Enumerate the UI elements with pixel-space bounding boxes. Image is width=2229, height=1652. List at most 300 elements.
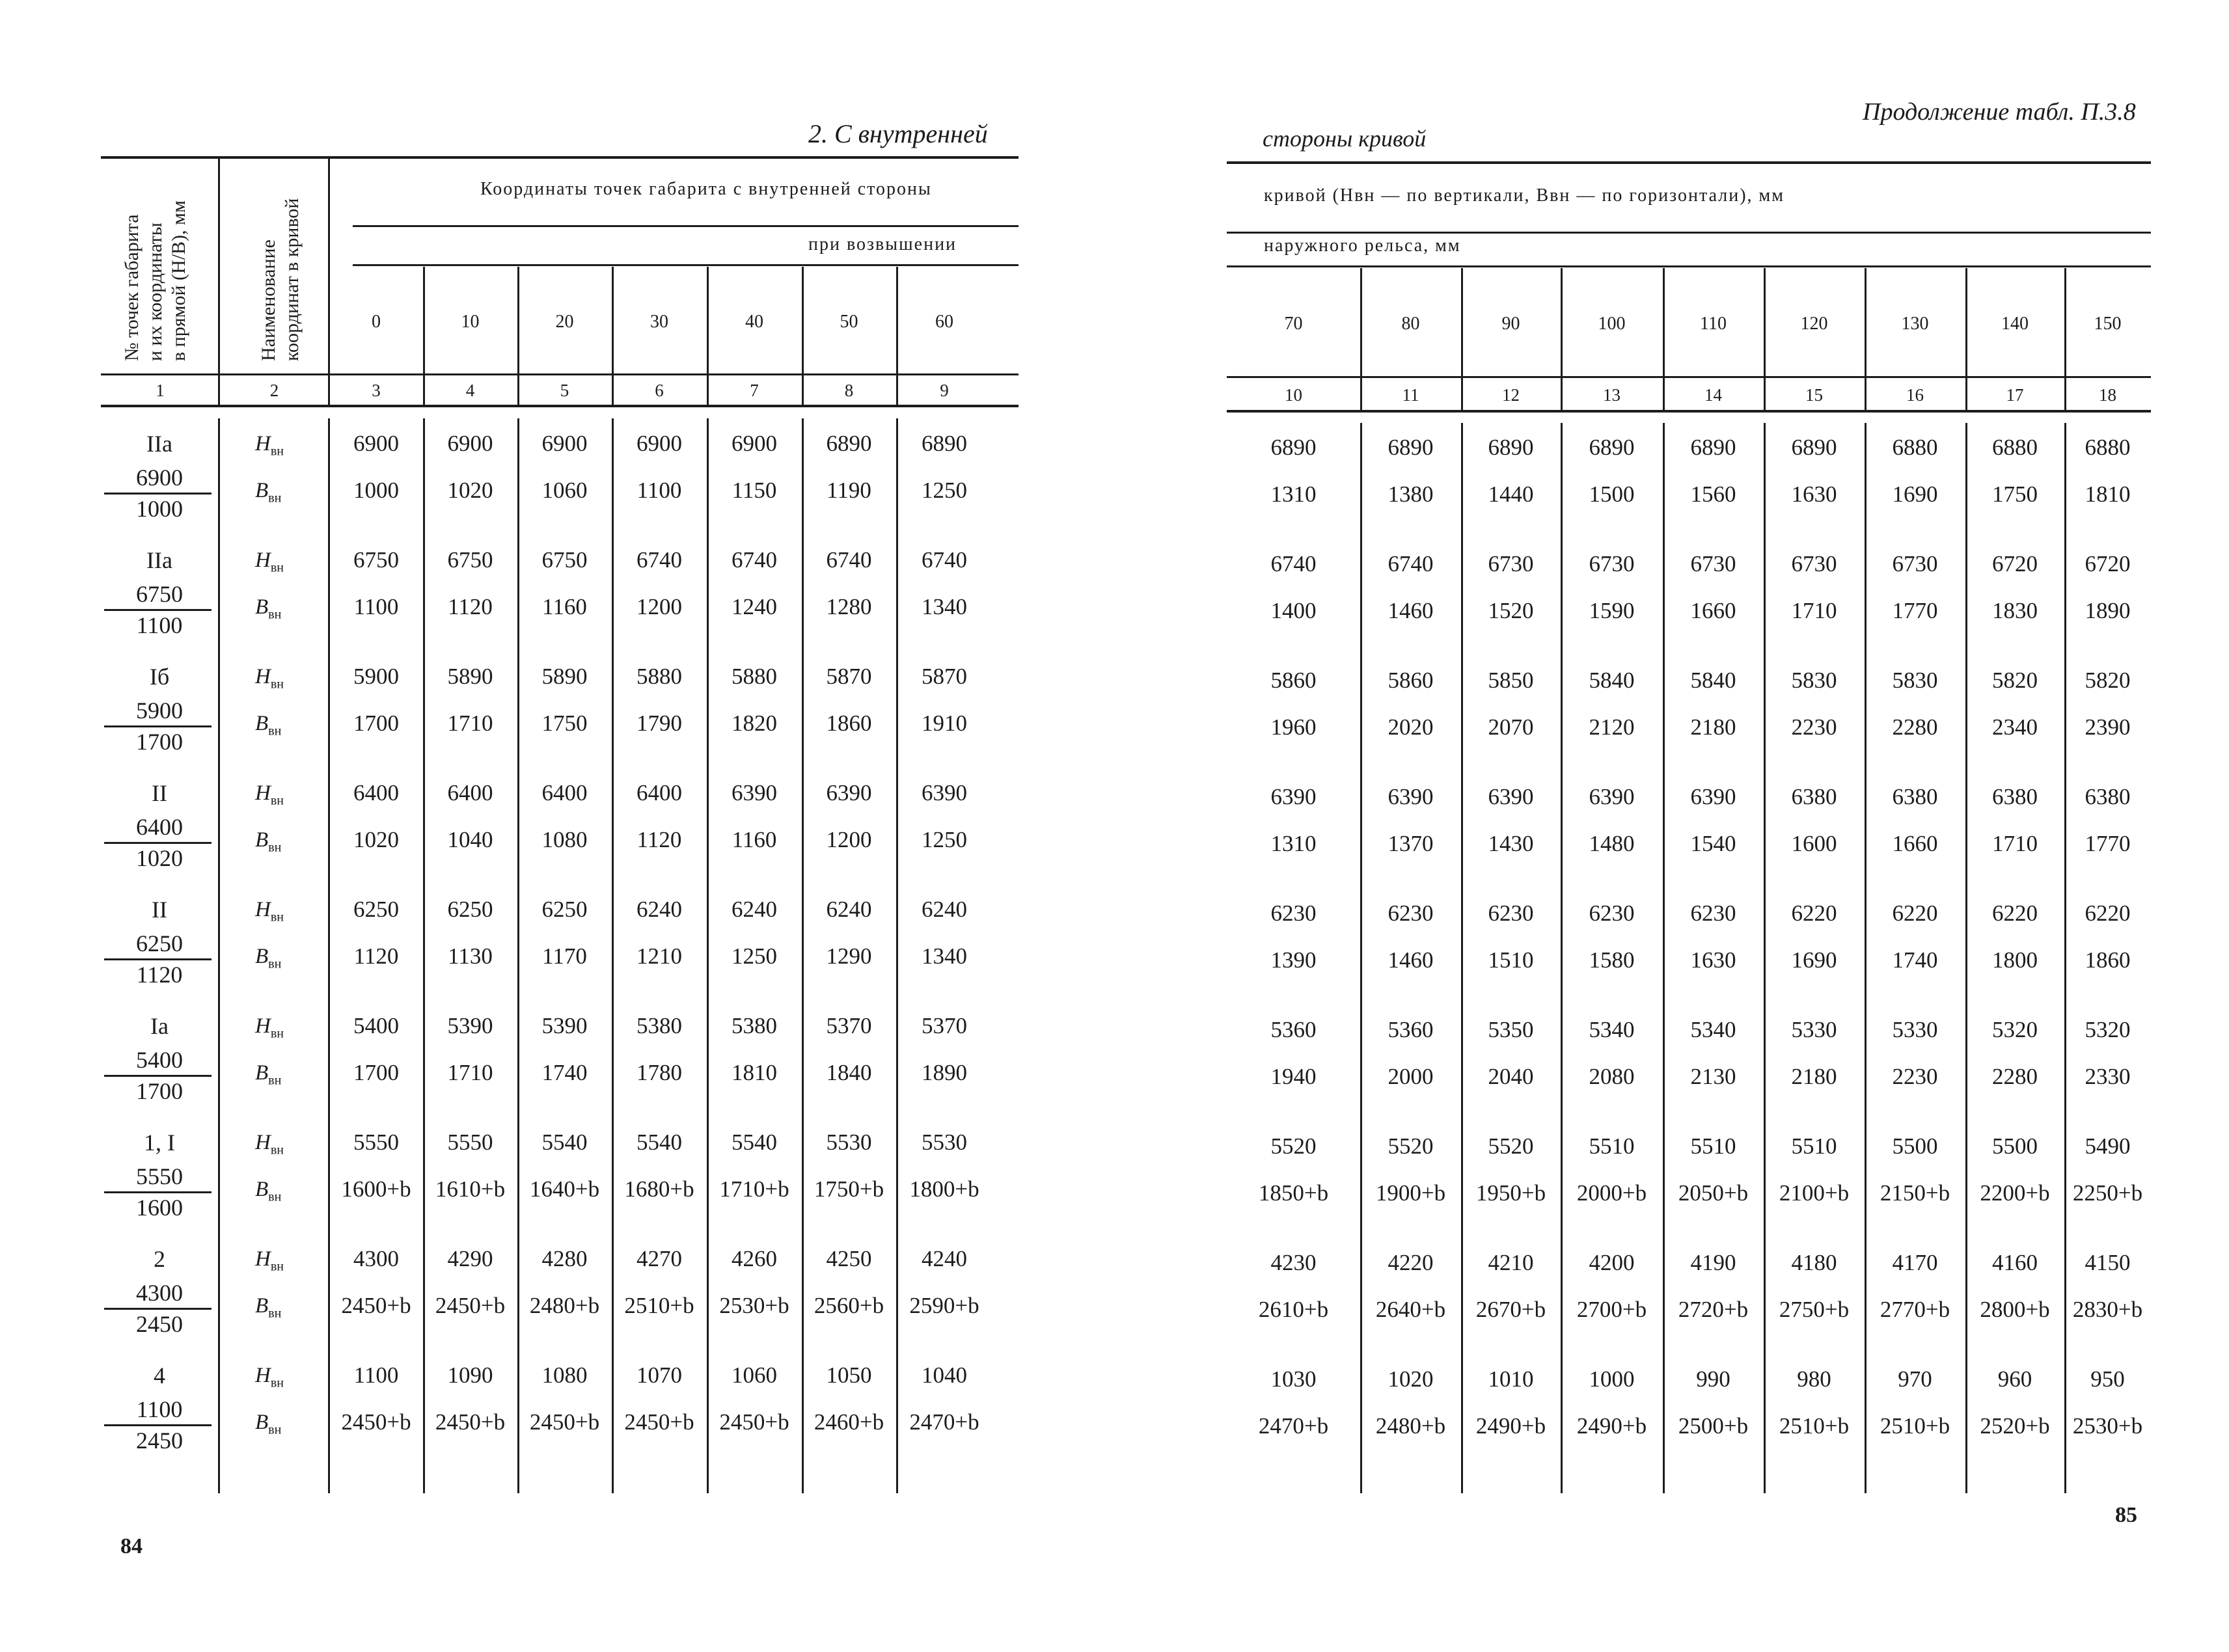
b-value: 2450+b [719,1409,789,1435]
coord-letter: B [255,595,269,619]
coord-subscript: вн [268,724,282,738]
h-value: 5330 [1892,1017,1938,1042]
fraction-bar [104,958,212,960]
h-value: 960 [1997,1366,2032,1392]
b-value: 2250+b [2072,1180,2143,1206]
b-value: 1770 [1892,598,1938,623]
coord-letter: H [255,781,271,805]
h-value: 6880 [1992,435,2038,460]
h-value: 5360 [1270,1017,1317,1042]
h-value: 6380 [1992,784,2038,809]
b-value: 1160 [732,827,777,852]
b-value: 2080 [1589,1064,1635,1089]
point-label: IIa [146,547,172,573]
h-value: 5340 [1589,1017,1635,1042]
h-value: 5530 [826,1130,872,1155]
h-value: 5550 [353,1130,399,1155]
right-table-title-cont: стороны кривой [1263,126,1427,152]
point-width: 2450 [136,1428,183,1454]
coord-name-b [255,1061,281,1089]
h-value: 4250 [826,1246,872,1271]
h-value: 5510 [1589,1133,1635,1159]
h-value: 6380 [1791,784,1837,809]
coord-name-h [255,1364,284,1391]
right-page-number: 85 [2115,1503,2137,1527]
coord-subscript: вн [270,1026,284,1041]
b-value: 1710 [1992,831,2038,856]
b-value: 1250 [922,827,967,852]
coord-subscript: вн [268,1306,282,1321]
b-value: 1020 [353,827,399,852]
b-value: 1500 [1589,481,1635,507]
h-value: 6240 [636,897,682,922]
b-value: 2000+b [1576,1180,1647,1206]
h-value: 5320 [1992,1017,2038,1042]
point-label: II [152,780,167,806]
column-number: 10 [1285,385,1302,405]
b-value: 1240 [732,594,777,619]
h-value: 5540 [541,1130,588,1155]
b-value: 2070 [1488,714,1534,740]
h-value: 4180 [1791,1250,1837,1275]
elevation-value: 150 [2094,314,2122,334]
b-value: 1380 [1388,481,1434,507]
h-value: 6240 [826,897,872,922]
h-value: 1060 [732,1362,777,1388]
b-value: 1510 [1488,947,1534,973]
h-value: 5340 [1690,1017,1736,1042]
h-value: 6750 [353,547,399,573]
h-value: 6880 [2085,435,2131,460]
coord-letter: H [255,665,271,688]
b-value: 1480 [1589,831,1635,856]
h-value: 5520 [1388,1133,1434,1159]
b-value: 1800 [1992,947,2038,973]
coord-subscript: вн [270,677,284,692]
h-value: 6390 [1270,784,1317,809]
h-value: 950 [2090,1366,2125,1392]
b-value: 1250 [732,943,777,969]
b-value: 2330 [2085,1064,2131,1089]
coord-name-h [255,432,284,459]
elevation-value: 100 [1598,314,1626,334]
b-value: 2770+b [1880,1297,1950,1322]
point-height: 6250 [136,930,183,956]
b-value: 2490+b [1475,1413,1546,1439]
fraction-bar [104,842,212,844]
h-value: 6730 [1589,551,1635,576]
column-number: 2 [269,381,279,400]
left-main-header: Координаты точек габарита с внутренней стороны [480,179,932,199]
b-value: 1600 [1791,831,1837,856]
b-value: 1710 [1791,598,1837,623]
b-value: 2450+b [341,1293,411,1318]
column-number: 3 [372,381,381,400]
point-height: 4300 [136,1280,183,1306]
b-value: 1590 [1589,598,1635,623]
h-value: 5380 [636,1013,682,1038]
b-value: 2100+b [1779,1180,1850,1206]
h-value: 5320 [2085,1017,2131,1042]
b-value: 2530+b [2072,1413,2143,1439]
b-value: 2560+b [814,1293,884,1318]
b-value: 1940 [1270,1064,1317,1089]
h-value: 5550 [447,1130,493,1155]
b-value: 2510+b [1880,1413,1950,1439]
point-width: 1700 [136,1078,183,1104]
h-value: 4150 [2085,1250,2131,1275]
h-value: 6890 [826,431,872,456]
h-value: 4170 [1892,1250,1938,1275]
h-value: 6390 [1488,784,1534,809]
b-value: 1820 [732,711,777,736]
column-number: 7 [750,381,759,400]
left-vline [328,159,330,406]
b-value: 2640+b [1375,1297,1446,1322]
b-value: 1400 [1270,598,1317,623]
b-value: 1290 [826,943,872,969]
h-value: 6740 [922,547,967,573]
point-height: 5400 [136,1047,183,1073]
elevation-value: 70 [1284,314,1303,334]
b-value: 2750+b [1779,1297,1850,1322]
b-value: 2200+b [1980,1180,2050,1206]
column-number: 14 [1704,385,1722,405]
b-value: 1060 [541,478,588,503]
left-sub-rule [353,225,1019,227]
point-label: II [152,897,167,923]
b-value: 2050+b [1678,1180,1749,1206]
b-value: 1340 [922,943,967,969]
h-value: 6390 [1690,784,1736,809]
b-value: 1950+b [1475,1180,1546,1206]
b-value: 1750+b [814,1176,884,1202]
h-value: 6250 [353,897,399,922]
h-value: 6890 [1270,435,1317,460]
coord-letter: H [255,432,271,455]
coord-subscript: вн [268,1422,282,1437]
h-value: 6390 [1589,784,1635,809]
coord-name-h [255,1247,284,1275]
h-value: 4200 [1589,1250,1635,1275]
h-value: 5880 [732,664,777,689]
h-value: 6890 [1589,435,1635,460]
h-value: 5510 [1791,1133,1837,1159]
elevation-value: 90 [1501,314,1520,334]
h-value: 5840 [1589,668,1635,693]
h-value: 6900 [353,431,399,456]
coord-subscript: вн [270,910,284,925]
coord-subscript: вн [270,1375,284,1390]
b-value: 1020 [447,478,493,503]
b-value: 2280 [1892,714,1938,740]
point-label: IIa [146,431,172,457]
b-value: 1630 [1791,481,1837,507]
b-value: 2450+b [435,1293,506,1318]
b-value: 2500+b [1678,1413,1749,1439]
b-value: 1640+b [529,1176,600,1202]
h-value: 1100 [353,1362,399,1388]
b-value: 1040 [447,827,493,852]
elevation-value: 60 [935,312,953,332]
coord-letter: B [255,1411,269,1434]
b-value: 1850+b [1258,1180,1329,1206]
b-value: 2530+b [719,1293,789,1318]
coord-name-b [255,595,281,623]
coord-subscript: вн [268,607,282,622]
coord-letter: B [255,1294,269,1318]
h-value: 5400 [353,1013,399,1038]
column-number: 8 [844,381,854,400]
h-value: 5510 [1690,1133,1736,1159]
elevation-value: 30 [650,312,668,332]
b-value: 1660 [1690,598,1736,623]
coord-subscript: вн [270,560,284,575]
elevation-value: 50 [840,312,858,332]
h-value: 5540 [732,1130,777,1155]
h-value: 6380 [1892,784,1938,809]
h-value: 5870 [826,664,872,689]
h-value: 6750 [447,547,493,573]
coord-subscript: вн [270,793,284,808]
b-value: 1310 [1270,831,1317,856]
h-value: 6220 [2085,900,2131,926]
coord-name-b [255,1411,281,1438]
column-number: 13 [1603,385,1620,405]
coord-letter: B [255,479,269,502]
coord-letter: H [255,898,271,921]
b-value: 2040 [1488,1064,1534,1089]
point-width: 1700 [136,729,183,755]
fraction-bar [104,1308,212,1310]
h-value: 4280 [541,1246,588,1271]
b-value: 1120 [636,827,682,852]
b-value: 2610+b [1258,1297,1329,1322]
fraction-bar [104,1424,212,1426]
h-value: 6900 [541,431,588,456]
h-value: 5880 [636,664,682,689]
h-value: 5830 [1791,668,1837,693]
h-value: 6400 [636,780,682,806]
coord-subscript: вн [270,444,284,459]
coord-name-b [255,945,281,972]
b-value: 1960 [1270,714,1317,740]
coord-letter: H [255,1014,271,1038]
b-value: 1370 [1388,831,1434,856]
b-value: 1790 [636,711,682,736]
coord-name-b [255,712,281,739]
column-number: 15 [1805,385,1823,405]
h-value: 6390 [922,780,967,806]
b-value: 1080 [541,827,588,852]
h-value: 6730 [1791,551,1837,576]
col1-header-line: и их координаты [144,223,166,361]
b-value: 2020 [1388,714,1434,740]
b-value: 1810 [732,1060,777,1085]
point-height: 6900 [136,465,183,491]
b-value: 1900+b [1375,1180,1446,1206]
b-value: 2150+b [1880,1180,1950,1206]
b-value: 2480+b [1375,1413,1446,1439]
h-value: 5850 [1488,668,1534,693]
h-value: 1030 [1270,1366,1317,1392]
point-height: 5550 [136,1163,183,1189]
col1-header-line: № точек габарита [121,214,143,361]
b-value: 2830+b [2072,1297,2143,1322]
h-value: 4160 [1992,1250,2038,1275]
column-number: 16 [1906,385,1924,405]
elevation-value: 130 [1901,314,1929,334]
point-width: 1100 [136,612,183,638]
b-value: 2510+b [624,1293,694,1318]
point-height: 1100 [136,1396,183,1422]
coord-name-h [255,548,284,576]
h-value: 5490 [2085,1133,2131,1159]
h-value: 1070 [636,1362,682,1388]
h-value: 5830 [1892,668,1938,693]
b-value: 1860 [2085,947,2131,973]
h-value: 5350 [1488,1017,1534,1042]
h-value: 5900 [353,664,399,689]
h-value: 6890 [922,431,967,456]
b-value: 1170 [542,943,587,969]
h-value: 6230 [1388,900,1434,926]
left-colnum-bottom-rule [101,405,1019,407]
b-value: 1630 [1690,947,1736,973]
b-value: 1710 [447,711,493,736]
point-label: Ia [150,1013,169,1039]
left-col2-header [257,198,304,362]
right-vals-rule [1227,265,2151,267]
b-value: 2520+b [1980,1413,2050,1439]
h-value: 5890 [447,664,493,689]
h-value: 5500 [1892,1133,1938,1159]
col2-header-line: Наименование [258,239,279,361]
point-width: 2450 [136,1311,183,1337]
b-value: 2490+b [1576,1413,1647,1439]
h-value: 990 [1696,1366,1730,1392]
point-height: 6400 [136,814,183,840]
b-value: 1860 [826,711,872,736]
b-value: 1440 [1488,481,1534,507]
h-value: 6890 [1488,435,1534,460]
b-value: 1200 [636,594,682,619]
b-value: 1750 [541,711,588,736]
col2-header-line: координат в кривой [281,198,303,361]
coord-subscript: вн [268,491,282,506]
b-value: 1100 [353,594,399,619]
h-value: 6890 [1690,435,1736,460]
b-value: 1310 [1270,481,1317,507]
h-value: 4270 [636,1246,682,1271]
h-value: 6240 [732,897,777,922]
h-value: 6240 [922,897,967,922]
b-value: 1810 [2085,481,2131,507]
coord-name-b [255,1294,281,1321]
column-number: 5 [560,381,569,400]
fraction-bar [104,609,212,611]
h-value: 6900 [636,431,682,456]
coord-letter: H [255,1364,271,1387]
h-value: 6390 [1388,784,1434,809]
left-sub-header: при возвышении [808,234,957,254]
b-value: 1460 [1388,947,1434,973]
b-value: 2510+b [1779,1413,1850,1439]
h-value: 6890 [1388,435,1434,460]
b-value: 2470+b [909,1409,979,1435]
b-value: 1800+b [909,1176,979,1202]
b-value: 1690 [1892,481,1938,507]
b-value: 1680+b [624,1176,694,1202]
b-value: 2700+b [1576,1297,1647,1322]
h-value: 6890 [1791,435,1837,460]
right-table-title: Продолжение табл. П.3.8 [1863,98,2136,126]
b-value: 1540 [1690,831,1736,856]
column-number: 6 [655,381,664,400]
column-number: 1 [156,381,165,400]
coord-subscript: вн [268,840,282,855]
h-value: 1090 [447,1362,493,1388]
b-value: 1000 [353,478,399,503]
h-value: 4210 [1488,1250,1534,1275]
h-value: 5390 [541,1013,588,1038]
right-main-header: кривой (Hвн — по вертикали, Bвн — по горизонтали), мм [1264,185,1785,206]
h-value: 5520 [1488,1133,1534,1159]
h-value: 5820 [1992,668,2038,693]
fraction-bar [104,493,212,494]
h-value: 5500 [1992,1133,2038,1159]
h-value: 6740 [1270,551,1317,576]
coord-letter: B [255,1061,269,1085]
column-number: 4 [465,381,475,400]
point-height: 5900 [136,697,183,724]
h-value: 6220 [1992,900,2038,926]
b-value: 1210 [636,943,682,969]
coord-subscript: вн [268,1073,282,1088]
point-label: 1, I [144,1130,175,1156]
h-value: 6740 [1388,551,1434,576]
h-value: 5870 [922,664,967,689]
coord-letter: B [255,1178,269,1201]
column-number: 17 [2006,385,2024,405]
elevation-value: 20 [555,312,574,332]
coord-name-h [255,898,284,925]
b-value: 1190 [827,478,871,503]
b-value: 2120 [1589,714,1635,740]
b-value: 1740 [1892,947,1938,973]
fraction-bar [104,1075,212,1077]
b-value: 1890 [922,1060,967,1085]
b-value: 1780 [636,1060,682,1085]
coord-subscript: вн [270,1259,284,1274]
h-value: 4260 [732,1246,777,1271]
b-value: 1150 [732,478,777,503]
b-value: 2450+b [435,1409,506,1435]
h-value: 6220 [1892,900,1938,926]
fraction-bar [104,725,212,727]
h-value: 6730 [1690,551,1736,576]
h-value: 6900 [732,431,777,456]
coord-letter: H [255,1131,271,1154]
h-value: 6400 [541,780,588,806]
b-value: 2670+b [1475,1297,1546,1322]
h-value: 6400 [447,780,493,806]
left-top-rule [101,156,1019,159]
h-value: 1040 [922,1362,967,1388]
h-value: 6230 [1589,900,1635,926]
column-number: 11 [1402,385,1419,405]
h-value: 6230 [1270,900,1317,926]
